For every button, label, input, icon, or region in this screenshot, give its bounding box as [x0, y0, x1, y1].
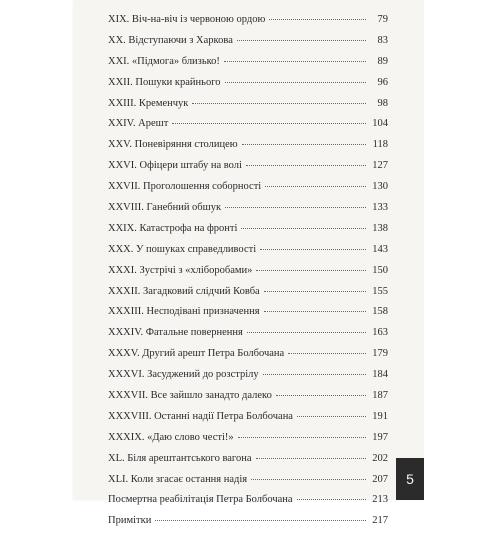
toc-leader-dots — [264, 291, 366, 292]
toc-entry — [108, 35, 388, 56]
toc-leader-dots — [172, 123, 366, 124]
toc-entry — [108, 306, 388, 327]
toc-leader-dots — [264, 311, 366, 312]
toc-entry-title: XXXIX. «Даю слово честі!» — [108, 431, 234, 443]
toc-entry-page: 104 — [372, 118, 388, 130]
toc-leader-dots — [263, 374, 366, 375]
toc-entry — [108, 494, 388, 515]
toc-entry — [108, 202, 388, 223]
toc-leader-dots — [265, 186, 366, 187]
toc-leader-dots — [241, 228, 366, 229]
toc-leader-dots — [247, 332, 366, 333]
toc-entry-page: 197 — [372, 431, 388, 443]
toc-leader-dots — [260, 249, 366, 250]
toc-entry-title: XXXVI. Засуджений до розстрілу — [108, 369, 259, 381]
toc-entry-page: 213 — [372, 494, 388, 506]
toc-entry-page: 155 — [372, 285, 388, 297]
toc-entry-title: XLI. Коли згасає остання надія — [108, 473, 248, 485]
toc-entry — [108, 327, 388, 348]
toc-entry — [108, 223, 388, 244]
toc-entry — [108, 77, 388, 98]
toc-entry-page: 217 — [372, 515, 388, 527]
toc-entry-title: XXV. Поневіряння столицею — [108, 139, 238, 151]
toc-entry-page: 163 — [372, 327, 388, 339]
toc-entry-page: 143 — [372, 243, 388, 255]
toc-entry-title: XXXIV. Фатальне повернення — [108, 327, 243, 339]
toc-leader-dots — [246, 165, 366, 166]
toc-entry-page: 96 — [377, 76, 388, 88]
page-number: 5 — [406, 471, 414, 487]
toc-entry — [108, 139, 388, 160]
toc-leader-dots — [238, 437, 366, 438]
table-of-contents — [108, 14, 388, 536]
toc-leader-dots — [251, 479, 366, 480]
toc-entry-page: 202 — [372, 452, 388, 464]
toc-entry — [108, 348, 388, 369]
toc-entry — [108, 369, 388, 390]
page-number-tab — [396, 458, 424, 500]
toc-entry-page: 150 — [372, 264, 388, 276]
toc-entry-page: 89 — [377, 55, 388, 67]
toc-entry-title: XXII. Пошуки крайнього — [108, 76, 221, 88]
toc-entry — [108, 515, 388, 536]
toc-entry-title: XXI. «Підмога» близько! — [108, 55, 220, 67]
toc-entry — [108, 390, 388, 411]
toc-entry — [108, 286, 388, 307]
toc-entry-title: Посмертна реабілітація Петра Болбочана — [108, 494, 293, 506]
toc-entry-title: XXXVII. Все зайшло занадто далеко — [108, 390, 272, 402]
toc-entry — [108, 244, 388, 265]
toc-entry-title: XXXV. Другий арешт Петра Болбочана — [108, 348, 285, 360]
toc-entry-title: XXVII. Проголошення соборності — [108, 181, 262, 193]
toc-entry-page: 118 — [372, 139, 388, 151]
toc-entry-title: XXIX. Катастрофа на фронті — [108, 222, 238, 234]
toc-entry-page: 130 — [372, 181, 388, 193]
toc-entry-page: 179 — [372, 348, 388, 360]
toc-entry-page: 191 — [372, 410, 388, 422]
toc-leader-dots — [155, 520, 366, 521]
toc-entry-page: 187 — [372, 390, 388, 402]
toc-entry-title: XXIV. Арешт — [108, 118, 169, 130]
toc-leader-dots — [242, 144, 366, 145]
toc-entry — [108, 432, 388, 453]
toc-entry-page: 184 — [372, 369, 388, 381]
toc-entry-title: XIX. Віч-на-віч із червоною ордою — [108, 14, 266, 25]
toc-entry — [108, 118, 388, 139]
toc-entry-page: 158 — [372, 306, 388, 318]
toc-entry — [108, 56, 388, 77]
toc-leader-dots — [192, 103, 366, 104]
toc-leader-dots — [256, 458, 367, 459]
toc-entry — [108, 14, 388, 35]
toc-leader-dots — [237, 40, 366, 41]
toc-leader-dots — [297, 416, 366, 417]
toc-entry-page: 133 — [372, 202, 388, 214]
toc-leader-dots — [256, 270, 366, 271]
toc-entry-title: XXXII. Загадковий слідчий Ковба — [108, 285, 260, 297]
toc-entry — [108, 98, 388, 119]
toc-entry-page: 79 — [377, 14, 388, 25]
toc-leader-dots — [269, 19, 366, 20]
toc-entry-title: XXIII. Кременчук — [108, 97, 189, 109]
toc-leader-dots — [288, 353, 366, 354]
toc-entry — [108, 181, 388, 202]
toc-leader-dots — [276, 395, 366, 396]
toc-leader-dots — [225, 207, 366, 208]
toc-entry-title: XXXVIII. Останні надії Петра Болбочана — [108, 410, 293, 422]
toc-entry — [108, 160, 388, 181]
toc-entry-title: XL. Біля арештантського вагона — [108, 452, 252, 464]
toc-entry-title: XXX. У пошуках справедливості — [108, 243, 257, 255]
toc-leader-dots — [225, 82, 366, 83]
toc-entry-title: XXXIII. Несподівані призначення — [108, 306, 260, 318]
toc-entry-title: Примітки — [108, 515, 152, 527]
toc-entry-page: 83 — [377, 34, 388, 46]
toc-entry-page: 207 — [372, 473, 388, 485]
toc-entry-title: XXVI. Офіцери штабу на волі — [108, 160, 242, 172]
toc-entry — [108, 453, 388, 474]
toc-entry-page: 127 — [372, 160, 388, 172]
toc-entry-title: XXXI. Зустрічі з «хліборобами» — [108, 264, 253, 276]
toc-entry-page: 98 — [377, 97, 388, 109]
toc-entry — [108, 411, 388, 432]
toc-leader-dots — [224, 61, 366, 62]
toc-entry — [108, 474, 388, 495]
toc-entry-page: 138 — [372, 222, 388, 234]
toc-entry-title: XXVIII. Ганебний обшук — [108, 202, 222, 214]
toc-entry-title: XX. Відступаючи з Харкова — [108, 34, 233, 46]
toc-entry — [108, 265, 388, 286]
